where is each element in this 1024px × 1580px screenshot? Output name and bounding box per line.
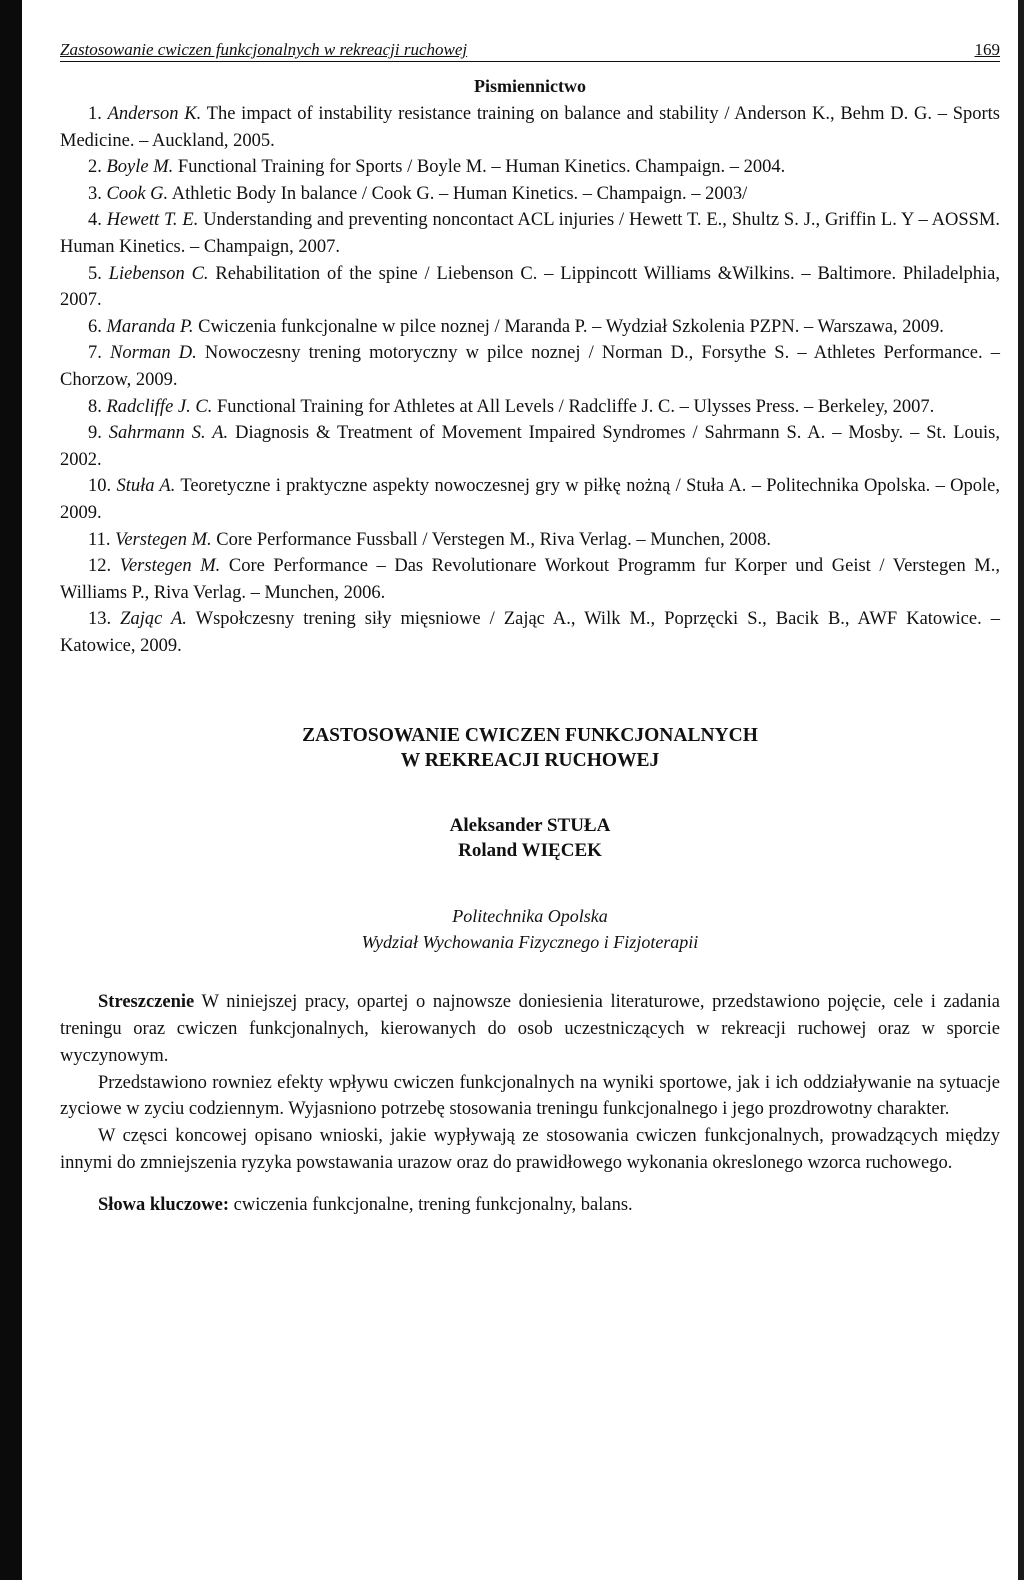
affiliation (60, 903, 1000, 955)
reference-item (60, 473, 1000, 526)
reference-text: Understanding and preventing noncontact ACL injuries / Hewett T. E., Shultz S. J., Griffin L. Y – AOSSM. Human Kinetics. – Champaign, 2007. (60, 210, 1000, 257)
reference-author: Radcliffe J. C. (106, 396, 213, 417)
reference-list (60, 101, 1000, 659)
reference-text: Diagnosis & Treatment of Movement Impaired Syndromes / Sahrmann S. A. – Mosby. – St. Louis, 2002. (60, 423, 1000, 470)
reference-text: Nowoczesny trening motoryczny w pilce noznej / Norman D., Forsythe S. – Athletes Performance. – Chorzow, 2009. (60, 343, 1001, 390)
document-page (60, 40, 1000, 1219)
article-title (60, 723, 1000, 773)
article-title-line: ZASTOSOWANIE CWICZEN FUNKCJONALNYCH (302, 725, 758, 747)
reference-number: 2. (88, 157, 102, 178)
reference-text: Teoretyczne i praktyczne aspekty nowoczesnej gry w piłkę nożną / Stuła A. – Politechnika Opolska. – Opole, 2009. (60, 476, 1000, 523)
running-title: Zastosowanie cwiczen funkcjonalnych w rekreacji ruchowej (60, 40, 468, 59)
reference-item (60, 527, 1000, 554)
reference-item (60, 394, 1000, 421)
reference-item (60, 420, 1000, 473)
reference-item (60, 207, 1000, 260)
author-name: Roland WIĘCEK (458, 840, 602, 862)
reference-number: 7. (88, 343, 102, 364)
reference-text: Wspołczesny trening siły mięsniowe / Zając A., Wilk M., Poprzęcki S., Bacik B., AWF Katowice. – Katowice, 2009. (60, 609, 1000, 656)
reference-author: Liebenson C. (108, 263, 209, 284)
reference-author: Norman D. (110, 343, 197, 364)
reference-number: 11. (88, 529, 111, 550)
article-header (60, 723, 1000, 955)
scan-right-edge (1018, 0, 1024, 1580)
reference-number: 5. (88, 263, 102, 284)
reference-number: 1. (88, 104, 102, 124)
reference-number: 4. (88, 210, 102, 231)
author-name: Aleksander STUŁA (449, 815, 611, 837)
affiliation-line: Politechnika Opolska (452, 906, 608, 927)
reference-author: Boyle M. (106, 157, 174, 178)
reference-number: 10. (88, 476, 112, 497)
abstract-label: Streszczenie (98, 992, 195, 1013)
reference-number: 6. (88, 316, 102, 337)
reference-author: Verstegen M. (119, 556, 221, 577)
reference-item (60, 154, 1000, 181)
reference-item (60, 181, 1000, 208)
reference-author: Stuła A. (116, 476, 176, 497)
reference-text: Core Performance Fussball / Verstegen M., Riva Verlag. – Munchen, 2008. (216, 529, 772, 550)
reference-number: 9. (88, 423, 102, 444)
abstract-paragraph: Przedstawiono rowniez efekty wpływu cwiczen funkcjonalnych na wyniki sportowe, jak i ich oddziaływanie na sytuacje zyciowe w zyciu codziennym. Wyjasniono potrzebę stosowania treningu funkcjonalnego i jego prozdrowotny charakter. (60, 1072, 1000, 1120)
reference-item (60, 261, 1000, 314)
reference-number: 8. (88, 396, 102, 417)
reference-item (60, 553, 1000, 606)
reference-author: Hewett T. E. (106, 210, 199, 231)
affiliation-line: Wydział Wychowania Fizycznego i Fizjoterapii (361, 932, 699, 953)
running-header (60, 40, 1000, 62)
keywords-label: Słowa kluczowe: (98, 1195, 230, 1216)
reference-text: Functional Training for Athletes at All Levels / Radcliffe J. C. – Ulysses Press. – Berkeley, 2007. (216, 396, 935, 417)
reference-author: Sahrmann S. A. (108, 423, 229, 444)
abstract (60, 989, 1000, 1176)
keywords-text: cwiczenia funkcjonalne, trening funkcjonalny, balans. (233, 1195, 633, 1216)
reference-author: Verstegen M. (115, 529, 212, 550)
reference-author: Zając A. (120, 609, 187, 630)
abstract-paragraph: W częsci koncowej opisano wnioski, jakie wypływają ze stosowania cwiczen funkcjonalnych, prowadzących między innymi do zmniejszenia ryzyka powstawania urazow oraz do prawidłowego wykonania okreslonego wzorca ruchowego. (60, 1125, 1000, 1173)
reference-author: Maranda P. (106, 316, 194, 337)
keywords (60, 1192, 1000, 1219)
reference-item (60, 606, 1000, 659)
reference-item (60, 314, 1000, 341)
reference-text: Functional Training for Sports / Boyle M. – Human Kinetics. Champaign. – 2004. (177, 157, 786, 178)
reference-text: Athletic Body In balance / Cook G. – Human Kinetics. – Champaign. – 2003/ (171, 183, 748, 204)
reference-text: The impact of instability resistance training on balance and stability / Anderson K., Behm D. G. – Sports Medicine. – Auckland, 2005. (60, 104, 1001, 151)
reference-author: Cook G. (106, 183, 169, 204)
reference-number: 3. (88, 183, 102, 204)
reference-text: Cwiczenia funkcjonalne w pilce noznej / Maranda P. – Wydział Szkolenia PZPN. – Warszawa, 2009. (198, 316, 944, 337)
references-heading: Pismiennictwo (474, 76, 586, 96)
reference-number: 12. (88, 556, 112, 577)
reference-author: Anderson K. (107, 104, 202, 124)
reference-number: 13. (88, 609, 112, 630)
author-list (60, 813, 1000, 863)
article-title-line: W REKREACJI RUCHOWEJ (400, 750, 660, 772)
abstract-text: W niniejszej pracy, opartej o najnowsze doniesienia literaturowe, przedstawiono pojęcie, cele i zadania treningu oraz cwiczen funkcjonalnych, kierowanych do osob uczestniczących w rekreacji ruchowej oraz w sporcie wyczynowym. (60, 992, 1000, 1066)
reference-text: Core Performance – Das Revolutionare Workout Programm fur Korper und Geist / Verstegen M., Williams P., Riva Verlag. – Munchen, 2006. (60, 556, 1001, 603)
scan-left-edge (0, 0, 22, 1580)
reference-item (60, 101, 1000, 154)
reference-text: Rehabilitation of the spine / Liebenson C. – Lippincott Williams &Wilkins. – Baltimore. Philadelphia, 2007. (60, 263, 1001, 311)
abstract-paragraph (60, 989, 1000, 1069)
reference-item (60, 340, 1000, 393)
page-number: 169 (974, 40, 1000, 59)
